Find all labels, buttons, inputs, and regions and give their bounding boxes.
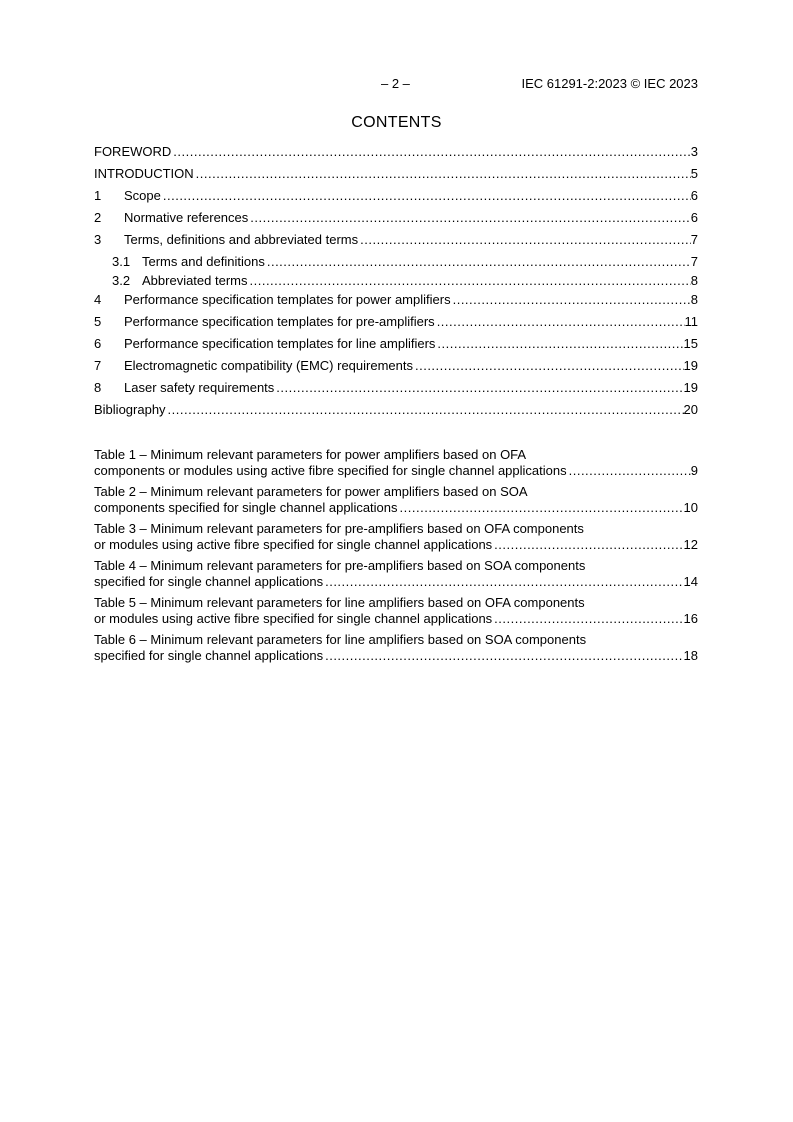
toc-entry-terms-definitions[interactable] <box>94 232 698 248</box>
dot-leader <box>173 144 690 160</box>
list-of-tables <box>94 447 698 669</box>
dot-leader <box>415 358 684 374</box>
table-entry-page: 10 <box>683 500 698 515</box>
toc-entry-introduction[interactable] <box>94 166 698 182</box>
table-entry-continuation <box>94 500 698 516</box>
toc-entry-label: Scope <box>124 188 161 203</box>
toc-entry-page: 8 <box>690 292 698 307</box>
toc-entry-label: Laser safety requirements <box>124 380 275 395</box>
table-entry-5[interactable] <box>94 595 698 627</box>
dot-leader <box>325 648 683 664</box>
toc-entry-label: Abbreviated terms <box>142 273 248 288</box>
dot-leader <box>250 273 691 289</box>
toc-entry-page: 6 <box>690 188 698 203</box>
table-entry-title: Table 1 – Minimum relevant parameters for power amplifiers based on OFA <box>94 447 527 462</box>
toc-entry-label: Performance specification templates for power amplifiers <box>124 292 451 307</box>
table-entry-title-cont: components or modules using active fibre specified for single channel applications <box>94 463 567 478</box>
toc-entry-label: INTRODUCTION <box>94 166 194 181</box>
dot-leader <box>168 402 684 418</box>
table-entry-2[interactable] <box>94 484 698 516</box>
toc-entry-label: Bibliography <box>94 402 166 417</box>
dot-leader <box>276 380 683 396</box>
dot-leader <box>250 210 690 226</box>
dot-leader <box>494 611 683 627</box>
toc-entry-page: 19 <box>683 380 698 395</box>
table-entry-page: 16 <box>683 611 698 626</box>
dot-leader <box>437 336 683 352</box>
table-entry-title: Table 2 – Minimum relevant parameters for power amplifiers based on SOA <box>94 484 528 499</box>
contents-title: CONTENTS <box>351 114 442 131</box>
toc-entry-label: Performance specification templates for line amplifiers <box>124 336 436 351</box>
toc-entry-pre-amplifiers[interactable] <box>94 314 698 330</box>
table-entry-title-cont: or modules using active fibre specified for single channel applications <box>94 537 493 552</box>
dot-leader <box>360 232 691 248</box>
table-of-contents <box>94 144 698 418</box>
table-entry-continuation <box>94 463 698 479</box>
table-entry-title-cont: or modules using active fibre specified for single channel applications <box>94 611 493 626</box>
table-entry-1[interactable] <box>94 447 698 479</box>
table-entry-page: 12 <box>683 537 698 552</box>
toc-entry-power-amplifiers[interactable] <box>94 292 698 308</box>
toc-entry-page: 20 <box>683 402 698 417</box>
table-entry-3[interactable] <box>94 521 698 553</box>
toc-entry-label: Terms and definitions <box>142 254 265 269</box>
toc-entry-page: 3 <box>690 144 698 159</box>
table-entry-continuation <box>94 648 698 664</box>
toc-entry-label: Normative references <box>124 210 249 225</box>
dot-leader <box>163 188 691 204</box>
table-entry-title: Table 3 – Minimum relevant parameters for pre-amplifiers based on OFA components <box>94 521 584 536</box>
table-entry-4[interactable] <box>94 558 698 590</box>
toc-entry-laser-safety[interactable] <box>94 380 698 396</box>
toc-entry-page: 15 <box>683 336 698 351</box>
document-reference: IEC 61291-2:2023 © IEC 2023 <box>521 76 698 91</box>
table-entry-continuation <box>94 537 698 553</box>
table-entry-continuation <box>94 611 698 627</box>
toc-entry-bibliography[interactable] <box>94 402 698 418</box>
dot-leader <box>400 500 684 516</box>
dot-leader <box>267 254 691 270</box>
table-entry-title-cont: specified for single channel applications <box>94 574 324 589</box>
toc-entry-number: 3.1 <box>112 254 131 269</box>
toc-entry-page: 7 <box>690 254 698 269</box>
toc-entry-number: 6 <box>94 336 102 351</box>
toc-entry-number: 5 <box>94 314 102 329</box>
toc-entry-number: 3 <box>94 232 102 247</box>
toc-entry-foreword[interactable] <box>94 144 698 160</box>
toc-entry-number: 3.2 <box>112 273 131 288</box>
toc-entry-line-amplifiers[interactable] <box>94 336 698 352</box>
table-entry-title: Table 6 – Minimum relevant parameters for line amplifiers based on SOA components <box>94 632 587 647</box>
toc-entry-page: 5 <box>690 166 698 181</box>
table-entry-title: Table 4 – Minimum relevant parameters for pre-amplifiers based on SOA components <box>94 558 586 573</box>
toc-entry-number: 7 <box>94 358 102 373</box>
toc-entry-label: Performance specification templates for pre-amplifiers <box>124 314 435 329</box>
toc-entry-number: 1 <box>94 188 102 203</box>
toc-entry-page: 6 <box>690 210 698 225</box>
table-entry-title-cont: specified for single channel applications <box>94 648 324 663</box>
toc-entry-label: Electromagnetic compatibility (EMC) requirements <box>124 358 413 373</box>
dot-leader <box>569 463 691 479</box>
toc-entry-page: 8 <box>690 273 698 288</box>
toc-entry-label: FOREWORD <box>94 144 172 159</box>
page-header <box>94 76 698 92</box>
table-entry-title: Table 5 – Minimum relevant parameters for line amplifiers based on OFA components <box>94 595 585 610</box>
toc-entry-number: 8 <box>94 380 102 395</box>
toc-entry-terms-and-definitions[interactable] <box>94 254 698 270</box>
table-entry-title-cont: components specified for single channel applications <box>94 500 398 515</box>
table-entry-page: 9 <box>690 463 698 478</box>
dot-leader <box>437 314 685 330</box>
toc-entry-normative-references[interactable] <box>94 210 698 226</box>
toc-entry-emc-requirements[interactable] <box>94 358 698 374</box>
table-entry-6[interactable] <box>94 632 698 664</box>
toc-entry-label: Terms, definitions and abbreviated terms <box>124 232 359 247</box>
toc-entry-page: 11 <box>684 314 698 329</box>
table-entry-page: 18 <box>683 648 698 663</box>
dot-leader <box>494 537 683 553</box>
page-number: – 2 – <box>381 76 410 91</box>
toc-entry-scope[interactable] <box>94 188 698 204</box>
dot-leader <box>196 166 691 182</box>
table-entry-continuation <box>94 574 698 590</box>
toc-entry-number: 2 <box>94 210 102 225</box>
dot-leader <box>325 574 683 590</box>
table-entry-page: 14 <box>683 574 698 589</box>
toc-entry-number: 4 <box>94 292 102 307</box>
dot-leader <box>453 292 691 308</box>
toc-entry-page: 19 <box>683 358 698 373</box>
toc-entry-abbreviated-terms[interactable] <box>94 273 698 289</box>
toc-entry-page: 7 <box>690 232 698 247</box>
